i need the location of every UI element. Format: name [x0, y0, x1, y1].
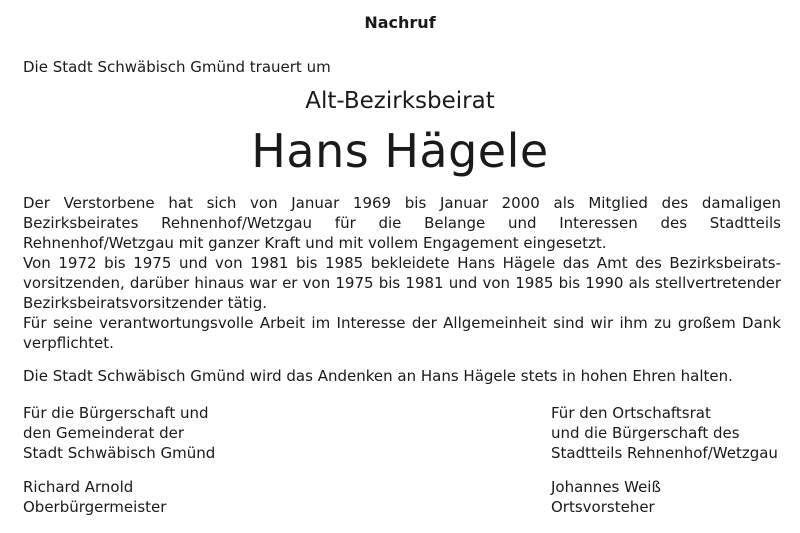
signature-line: Stadtteils Rehnenhof/Wetzgau [551, 444, 778, 462]
signatory-name: Johannes Weiß [551, 478, 661, 496]
signature-left [23, 403, 215, 517]
deceased-title: Alt-Bezirksbeirat [305, 88, 495, 114]
intro-line: Die Stadt Schwäbisch Gmünd trauert um [23, 58, 331, 76]
signature-right [551, 403, 778, 517]
deceased-name: Hans Hägele [251, 124, 549, 178]
signature-line: und die Bürgerschaft des [551, 424, 740, 442]
obituary-body [23, 193, 781, 353]
closing-sentence: Die Stadt Schwäbisch Gmünd wird das Andenken an Hans Hägele stets in hohen Ehren halten. [23, 367, 733, 385]
body-paragraph: Von 1972 bis 1975 und von 1981 bis 1985 bekleidete Hans Hägele das Amt des Bezirksbeiratsvorsitzenden, darüber hinaus war er von 1975 bis 1981 und von 1985 bis 1990 als stellvertretender Bezirksbeiratsvorsitzender tätig. [23, 254, 781, 312]
signatory-name: Richard Arnold [23, 478, 134, 496]
signature-line: Für die Bürgerschaft und [23, 404, 209, 422]
body-paragraph: Der Verstorbene hat sich von Januar 1969 bis Januar 2000 als Mitglied des damaligen Bezirksbeirates Rehnenhof/Wetzgau für die Belange und Interessen des Stadtteils Rehnenhof/Wetzgau mit ganzer Kraft und mit vollem Engagement eingesetzt. [23, 194, 781, 252]
notice-heading: Nachruf [364, 13, 436, 32]
signatory-role: Ortsvorsteher [551, 498, 655, 516]
body-paragraph: Für seine verantwortungsvolle Arbeit im Interesse der Allgemeinheit sind wir ihm zu großem Dank verpflichtet. [23, 314, 781, 352]
signature-line: Stadt Schwäbisch Gmünd [23, 444, 216, 462]
signature-line: den Gemeinderat der [23, 424, 185, 442]
signature-line: Für den Ortschaftsrat [551, 404, 711, 422]
signatory-role: Oberbürgermeister [23, 498, 167, 516]
